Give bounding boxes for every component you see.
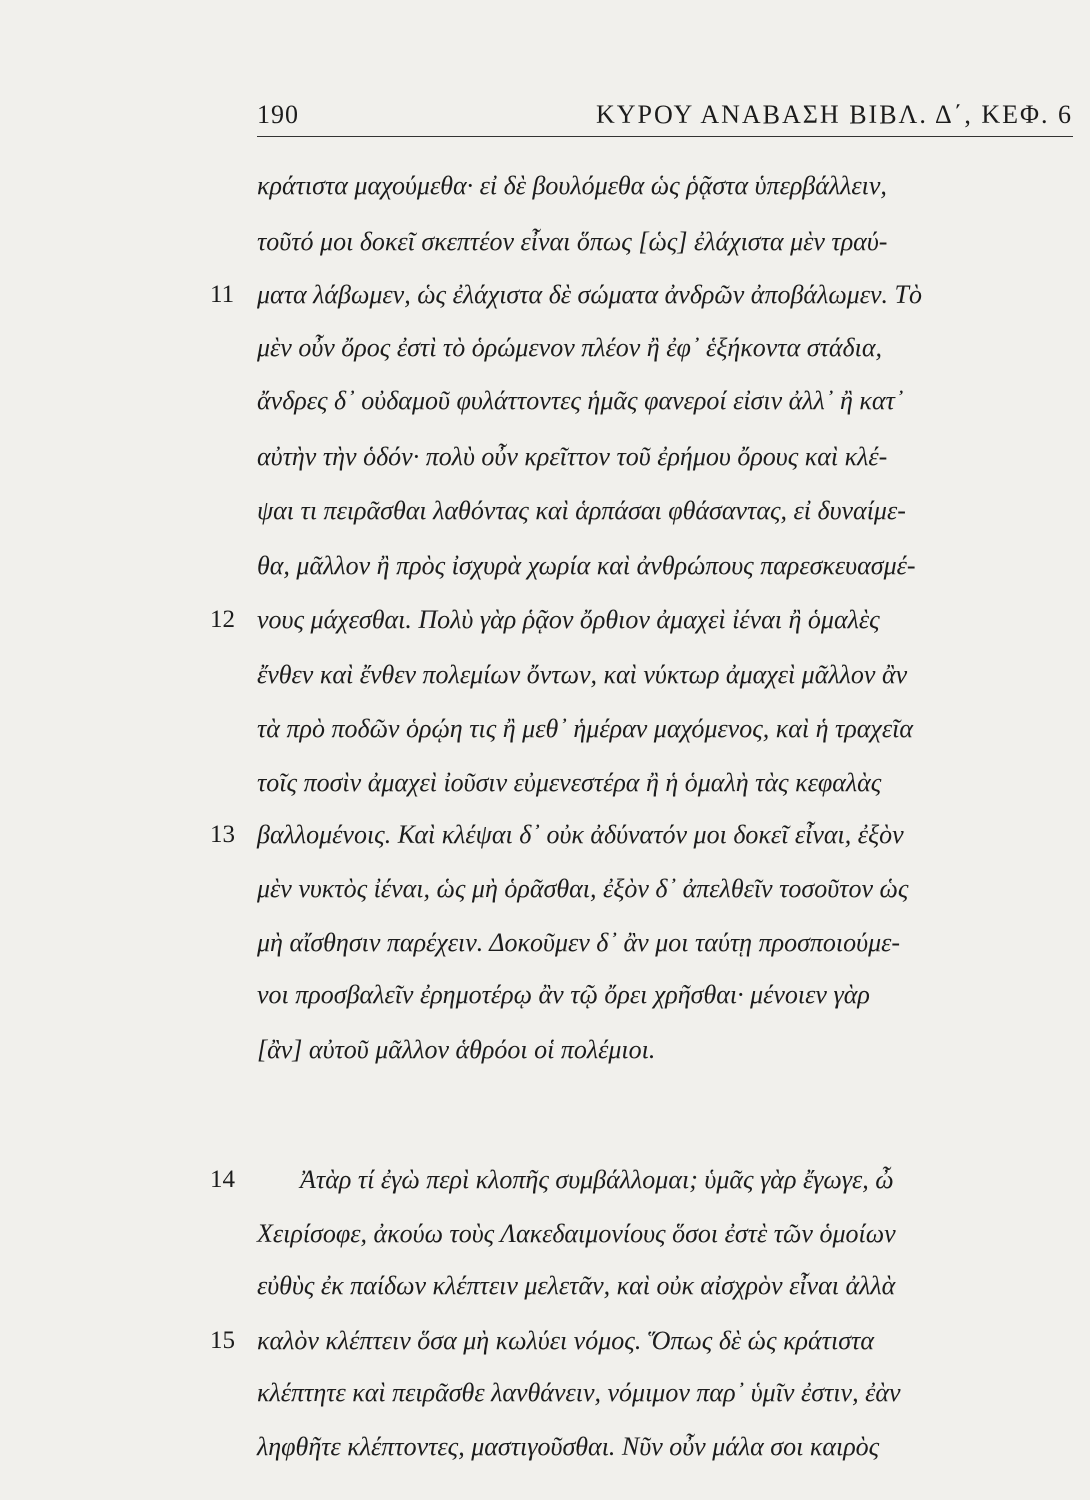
text-line: [ἂν] αὐτοῦ μᾶλλον ἁθρόοι οἱ πολέμιοι. <box>257 1035 656 1064</box>
text-line: ληφθῆτε κλέπτοντες, μαστιγοῦσθαι. Νῦν οὖν μάλα σοι καιρὸς <box>257 1432 880 1461</box>
section-number: 12 <box>210 606 235 633</box>
text-line: κλέπτητε καὶ πειρᾶσθε λανθάνειν, νόμιμον παρ᾽ ὑμῖν ἐστιν, ἐὰν <box>257 1378 901 1407</box>
text-line: νους μάχεσθαι. Πολὺ γὰρ ῥᾷον ὄρθιον ἀμαχεὶ ἰέναι ἢ ὁμαλὲς <box>257 605 880 634</box>
text-line: Ἀτὰρ τί ἐγὼ περὶ κλοπῆς συμβάλλομαι; ὑμᾶς γὰρ ἔγωγε, ὦ <box>300 1165 894 1194</box>
page-number: 190 <box>257 100 299 129</box>
header-rule <box>257 136 1073 137</box>
text-line: θα, μᾶλλον ἢ πρὸς ἰσχυρὰ χωρία καὶ ἀνθρώπους παρεσκευασμέ- <box>257 551 916 580</box>
text-line: εὐθὺς ἐκ παίδων κλέπτειν μελετᾶν, καὶ οὐκ αἰσχρὸν εἶναι ἀλλὰ <box>257 1271 896 1300</box>
text-line: ἄνδρες δ᾽ οὐδαμοῦ φυλάττοντες ἡμᾶς φανεροί εἰσιν ἀλλ᾽ ἢ κατ᾽ <box>257 386 904 415</box>
section-number: 13 <box>210 821 235 848</box>
text-line: μὲν οὖν ὄρος ἐστὶ τὸ ὁρώμενον πλέον ἢ ἐφ᾽ ἑξήκοντα στάδια, <box>257 333 882 362</box>
text-line: βαλλομένοις. Καὶ κλέψαι δ᾽ οὐκ ἀδύνατόν μοι δοκεῖ εἶναι, ἐξὸν <box>257 820 904 849</box>
text-line: αὐτὴν τὴν ὁδόν· πολὺ οὖν κρεῖττον τοῦ ἐρήμου ὄρους καὶ κλέ- <box>257 442 888 471</box>
running-head: ΚΥΡΟΥ ΑΝΑΒΑΣΗ ΒΙΒΛ. Δ΄, ΚΕΦ. 6 <box>595 100 1073 129</box>
text-line: τοῖς ποσὶν ἀμαχεὶ ἰοῦσιν εὐμενεστέρα ἢ ἡ ὁμαλὴ τὰς κεφαλὰς <box>257 768 882 797</box>
section-number: 11 <box>210 281 235 308</box>
page-header <box>257 100 1073 134</box>
text-line: τὰ πρὸ ποδῶν ὁρῴη τις ἢ μεθ᾽ ἡμέραν μαχόμενος, καὶ ἡ τραχεῖα <box>257 714 913 743</box>
text-line: ἔνθεν καὶ ἔνθεν πολεμίων ὄντων, καὶ νύκτωρ ἀμαχεὶ μᾶλλον ἂν <box>257 660 908 689</box>
text-line: τοῦτό μοι δοκεῖ σκεπτέον εἶναι ὅπως [ὡς] ἐλάχιστα μὲν τραύ- <box>257 227 888 256</box>
text-line: καλὸν κλέπτειν ὅσα μὴ κωλύει νόμος. Ὅπως δὲ ὡς κράτιστα <box>257 1326 874 1355</box>
text-line: μὴ αἴσθησιν παρέχειν. Δοκοῦμεν δ᾽ ἂν μοι ταύτῃ προσποιούμε- <box>257 928 901 957</box>
section-number: 14 <box>210 1166 235 1193</box>
text-line: ψαι τι πειρᾶσθαι λαθόντας καὶ ἁρπάσαι φθάσαντας, εἰ δυναίμε- <box>257 496 906 525</box>
text-line: Χειρίσοφε, ἀκούω τοὺς Λακεδαιμονίους ὅσοι ἐστὲ τῶν ὁμοίων <box>257 1219 896 1248</box>
text-line: κράτιστα μαχούμεθα· εἰ δὲ βουλόμεθα ὡς ῥᾷστα ὑπερβάλλειν, <box>257 171 887 200</box>
text-line: μὲν νυκτὸς ἰέναι, ὡς μὴ ὁρᾶσθαι, ἐξὸν δ᾽ ἀπελθεῖν τοσοῦτον ὡς <box>257 874 909 903</box>
text-line: νοι προσβαλεῖν ἐρημοτέρῳ ἂν τῷ ὄρει χρῆσθαι· μένοιεν γὰρ <box>257 980 870 1009</box>
section-number: 15 <box>210 1327 235 1354</box>
text-line: ματα λάβωμεν, ὡς ἐλάχιστα δὲ σώματα ἀνδρῶν ἀποβάλωμεν. Τὸ <box>257 280 922 309</box>
